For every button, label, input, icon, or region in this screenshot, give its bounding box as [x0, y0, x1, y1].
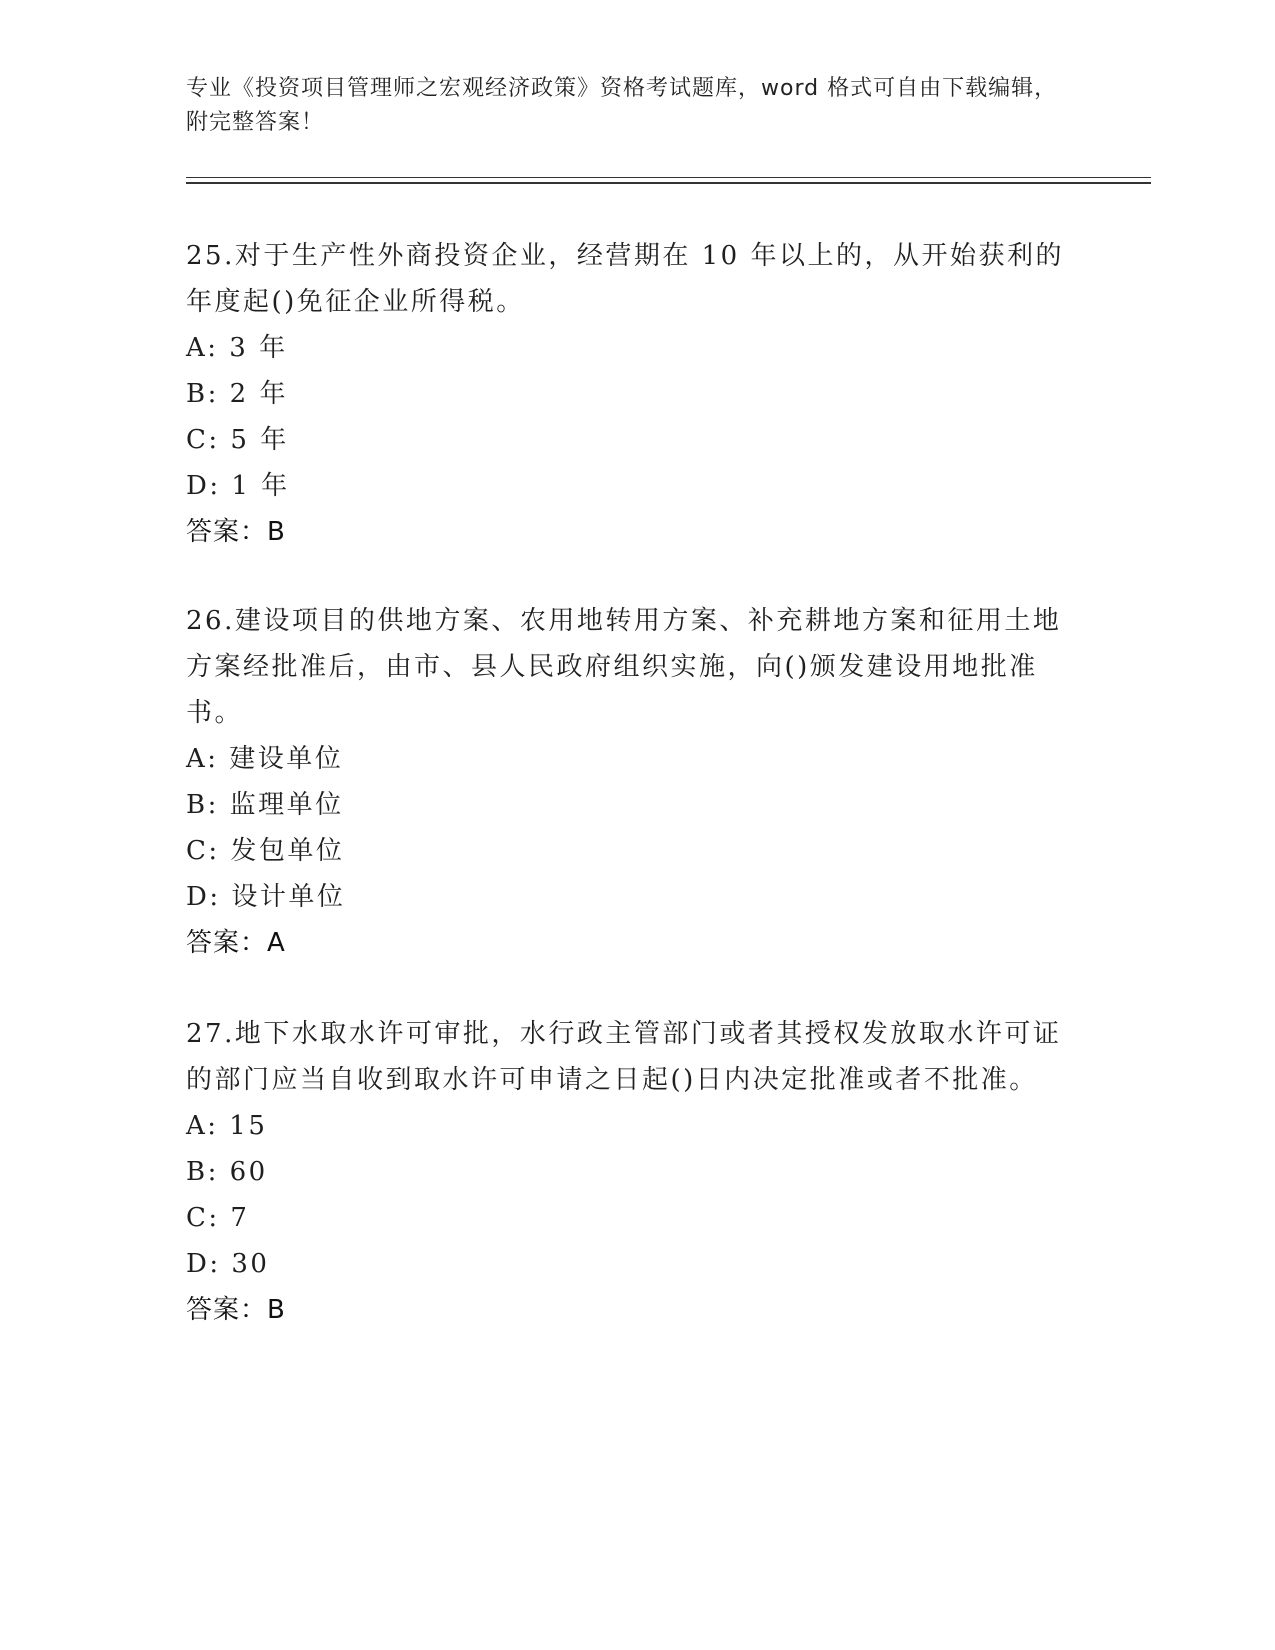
option-b: B: 监理单位	[186, 790, 344, 820]
header-divider-bottom	[186, 182, 1151, 184]
question-25	[186, 233, 1076, 555]
option-c: C: 7	[186, 1203, 250, 1233]
option-c: C: 5 年	[186, 425, 289, 455]
option-b: B: 60	[186, 1157, 268, 1187]
answer-line: 答案：B	[186, 1295, 286, 1325]
answer-line: 答案：B	[186, 517, 286, 547]
option-b: B: 2 年	[186, 379, 288, 409]
option-a: A: 15	[186, 1111, 268, 1141]
option-d: D: 设计单位	[186, 882, 346, 912]
option-c: C: 发包单位	[186, 836, 345, 866]
question-stem: 26.建设项目的供地方案、农用地转用方案、补充耕地方案和征用土地方案经批准后，由市、县人民政府组织实施，向()颁发建设用地批准书。	[186, 606, 1062, 728]
question-26	[186, 598, 1076, 966]
option-a: A: 建设单位	[186, 744, 344, 774]
answer-line: 答案：A	[186, 928, 286, 958]
question-stem: 27.地下水取水许可审批，水行政主管部门或者其授权发放取水许可证的部门应当自收到取水许可申请之日起()日内决定批准或者不批准。	[186, 1019, 1062, 1095]
question-stem: 25.对于生产性外商投资企业，经营期在 10 年以上的，从开始获利的年度起()免征企业所得税。	[186, 241, 1064, 317]
option-d: D: 1 年	[186, 471, 290, 501]
option-a: A: 3 年	[186, 333, 288, 363]
question-27	[186, 1011, 1076, 1333]
option-d: D: 30	[186, 1249, 270, 1279]
header-divider-top	[186, 177, 1151, 178]
document-header: 专业《投资项目管理师之宏观经济政策》资格考试题库，word 格式可自由下载编辑，附完整答案！	[186, 76, 1058, 135]
